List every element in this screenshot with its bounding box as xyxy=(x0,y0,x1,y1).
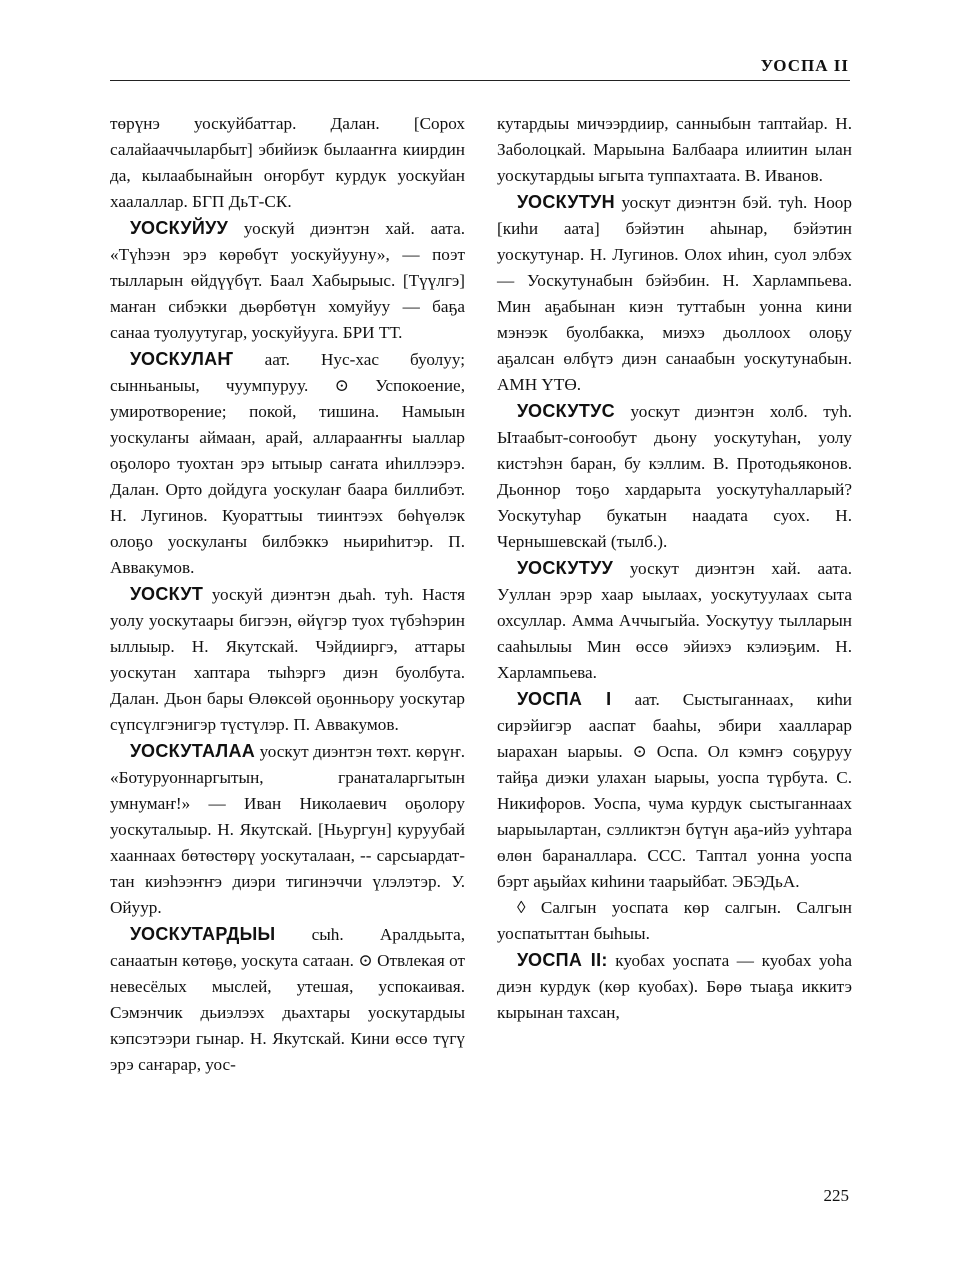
dictionary-entry xyxy=(110,581,465,738)
entry-text: сыһ. Аралдьыта, санаатын көтөҕө, уоскута сатаан. ⊙ Отвлекая от невесёлых мыслей, утешая, успокаивая. Сэмэнчик дьиэлээх дьахтары уоскутардыы кэпсэтээри гынар. Н. Якутскай. Кини өссө түгү эрэ саҥарар, уос- xyxy=(110,925,465,1074)
entry-text: ◊ Салгын уоспата көр салгын. Салгын уоспатыттан быһыы. xyxy=(497,898,852,943)
page-number: 225 xyxy=(823,1186,849,1205)
paragraph xyxy=(110,111,465,215)
right-column xyxy=(497,111,852,1026)
headword: УОСКУЙУУ xyxy=(130,218,229,238)
phrase-entry xyxy=(497,895,852,947)
dictionary-entry xyxy=(497,555,852,686)
entry-text: уоскут диэнтэн бэй. туһ. Ноор [киһи аата] бэйэтин аһынар, бэйэтин уоскутунар. Н. Лугинов. Олох иһин, суол элбэх — Уоскутунабын бэйэбин. Н. Харлампьева. Мин аҕабынан киэн туттабын уонна кини мэнээк буолбакка, миэхэ дьоллоох олоҕу аҕалсан өлбүтэ диэн санаабын уоскутунабын. АМН ҮТӨ. xyxy=(497,193,852,394)
entry-text: аат. Нус-хас буолуу; сынньаныы, чуумпуруу. ⊙ Успокоение, умиротворение; покой, тишина. Намыын уоскулаҥы аймаан, арай, алларааҥҥы ыаллар оҕолоро туохтан эрэ ытыыр саҥата иһиллээрэ. Далан. Орто дойдуга уоскулаҥ баара биллибэт. Н. Лугинов. Куораттыы тиинтээх бөһүөлэк олоҕо уоскулаҥы билбэккэ ньириһитэр. П. Аввакумов. xyxy=(110,350,465,577)
headword: УОСПА II: xyxy=(517,950,608,970)
headword: УОСКУТУС xyxy=(517,401,615,421)
left-column xyxy=(110,111,465,1078)
entry-text: уоскуй диэнтэн дьаһ. туһ. Настя уолу уоскутаары бигээн, өйүгэр туох түбэһэрин ыллыыр. Н. Якутскай. Чэйдииргэ, аттары уоскутан хаптара тыһэргэ диэн буолбута. Далан. Дьон бары Өлөксөй оҕонньору уоскутар сүпсүлгэнигэр түстүлэр. П. Аввакумов. xyxy=(110,585,465,734)
dictionary-entry xyxy=(497,398,852,555)
headword: УОСКУТАЛАА xyxy=(130,741,256,761)
headword: УОСКУТ xyxy=(130,584,204,604)
dictionary-entry xyxy=(497,947,852,1026)
headword: УОСКУТУУ xyxy=(517,558,614,578)
paragraph xyxy=(497,111,852,189)
entry-text: куобах уоспата — куобах уоһа диэн курдук (көр куобах). Бөрө тыаҕа иккитэ кырынан тахсан, xyxy=(497,951,852,1022)
dictionary-entry xyxy=(110,346,465,581)
dictionary-entry xyxy=(497,189,852,398)
entry-text: уоскут диэнтэн холб. туһ. Ытаабыт-соҥообут дьону уоскутуһан, уолу кистэһэн баран, бу кэллим. В. Протодьяконов. Дьоннор тоҕо хардарыта уоскутуһалларый? Уоскутуһар букатын наадата суох. Н. Чернышевскай (тылб.). xyxy=(497,402,852,551)
dictionary-entry xyxy=(110,921,465,1078)
header-rule xyxy=(110,80,850,81)
entry-text: уоскуй диэнтэн хай. аата. «Түһээн эрэ көрөбүт уоскуйууну», — поэт тылларын өйдүүбүт. Баал Хабырыыс. [Түүлгэ] маҥан сибэкки дьөрбөтүн хомуйуу — баҕа санаа туолуутугар, уоскуйууга. БРИ ТТ. xyxy=(110,219,465,342)
dictionary-entry xyxy=(497,686,852,895)
entry-text: уоскут диэнтэн төхт. көрүҥ. «Ботуруоннаргытын, гранаталаргытын умнумаҥ!» — Иван Николаевич оҕолору уоскуталыыр. Н. Якутскай. [Ньургун] куруубай хааннаах бөтөстөрү уоскуталаан, -- сарсыардаттан киэһээҥҥэ диэри тигинэччи үлэлэтэр. У. Ойуур. xyxy=(110,742,465,917)
running-header-title: УОСПА II xyxy=(760,56,849,75)
dictionary-entry xyxy=(110,215,465,346)
dictionary-entry xyxy=(110,738,465,921)
headword: УОСКУТУН xyxy=(517,192,615,212)
entry-text: аат. Сыстыганнаах, киһи сирэйигэр ааспат бааһы, эбири хаалларар ыарахан ыарыы. ⊙ Оспа. Ол кэмҥэ соҕуруу тайҕа диэки улахан ыарыы, уоспа түрбута. С. Никифоров. Уоспа, чума курдук сыстыганнаах ыарыылартан, сэлликтэн бүтүн аҕа-ийэ ууһтара өлөн бараналлара. ССС. Таптал уонна уоспа бэрт аҕыйах киһини таарыйбат. ЭБЭДьА. xyxy=(497,690,852,891)
headword: УОСПА I xyxy=(517,689,612,709)
paragraph-text: төрүнэ уоскуйбаттар. Далан. [Сорох салайааччыларбыт] эбийиэк былааҥҥа киирдин да, кылаабынайын оҥорбут курдук уоскуйан хаалаллар. БГП ДьТ-СК. xyxy=(110,114,465,211)
headword: УОСКУТАРДЫЫ xyxy=(130,924,276,944)
headword: УОСКУЛАҤ xyxy=(130,349,234,369)
entry-text: уоскут диэнтэн хай. аата. Ууллан эрэр хаар ыылаах, уоскутуулаах сыта охсуллар. Амма Аччыгыйа. Уоскутуу тылларын сааһылыы Мин өссө эйиэхэ кэлиэҕим. Н. Харлампьева. xyxy=(497,559,852,682)
paragraph-text: кутардыы мичээрдиир, санныбын таптайар. Н. Заболоцкай. Марыына Балбаара илиитин ылан уоскутардыы ыгыта туппахтаата. В. Иванов. xyxy=(497,114,852,185)
